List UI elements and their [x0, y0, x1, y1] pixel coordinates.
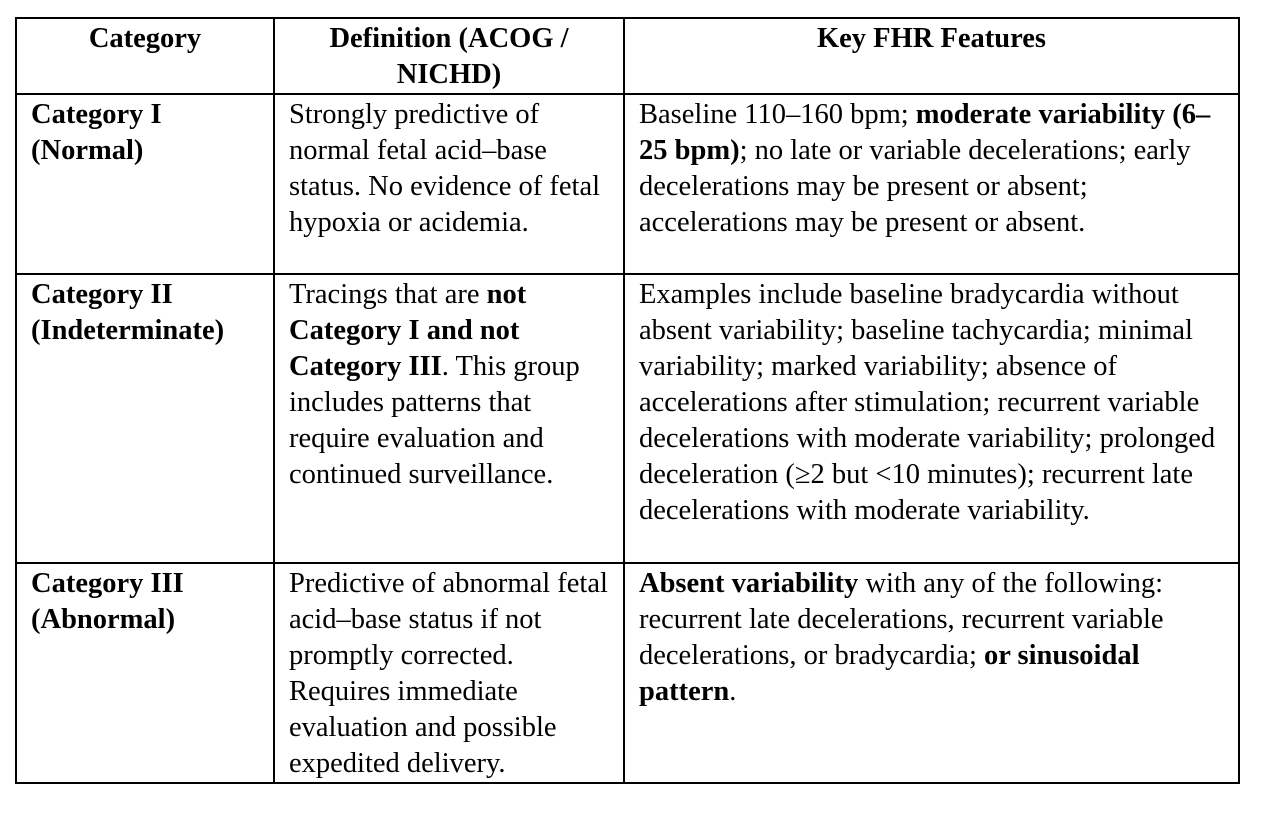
category-qualifier: (Indeterminate) [31, 315, 225, 346]
features-text: . [729, 676, 737, 707]
definition-emphasis: not Category I and not Category III [289, 279, 527, 382]
features-emphasis: or sinusoidal pattern [639, 640, 1140, 707]
definition-text: Strongly predictive of normal fetal acid–base status. No evidence of fetal hypoxia or acidemia. [289, 99, 601, 238]
definition-text: . This group includes patterns that require evaluation and continued surveillance. [289, 351, 580, 490]
header-category: Category [16, 18, 274, 94]
category-cell [16, 274, 274, 563]
features-text: ; no late or variable decelerations; early decelerations may be present or absent; accelerations may be present or absent. [639, 135, 1191, 238]
header-key-features: Key FHR Features [624, 18, 1239, 94]
fhr-category-table [15, 17, 1240, 784]
category-cell [16, 94, 274, 274]
header-row [16, 18, 1239, 94]
table-row [16, 94, 1239, 274]
features-emphasis: Absent variability [639, 568, 859, 599]
features-emphasis: moderate variability (6–25 bpm) [639, 99, 1211, 166]
features-text: Examples include baseline bradycardia without absent variability; baseline tachycardia; minimal variability; marked variability; absence of accelerations after stimulation; recurrent variable decelerations with moderate variability; prolonged deceleration (≥2 but <10 minutes); recurrent late decelerations with moderate variability. [639, 279, 1216, 526]
features-text: Baseline 110–160 bpm; [639, 99, 916, 130]
features-cell [624, 94, 1239, 274]
category-qualifier: (Normal) [31, 135, 144, 166]
features-cell [624, 563, 1239, 783]
category-name: Category I [31, 99, 162, 130]
definition-text: Tracings that are [289, 279, 487, 310]
definition-cell [274, 274, 624, 563]
category-name: Category III [31, 568, 184, 599]
header-definition: Definition (ACOG / NICHD) [274, 18, 624, 94]
definition-text: Predictive of abnormal fetal acid–base status if not promptly corrected. Requires immediate evaluation and possible expedited delivery. [289, 568, 608, 779]
table-row [16, 274, 1239, 563]
definition-cell [274, 563, 624, 783]
category-qualifier: (Abnormal) [31, 604, 176, 635]
table-row [16, 563, 1239, 783]
definition-cell [274, 94, 624, 274]
features-text: with any of the following: recurrent late decelerations, recurrent variable decelerations, or bradycardia; [639, 568, 1164, 671]
category-name: Category II [31, 279, 173, 310]
features-cell [624, 274, 1239, 563]
category-cell [16, 563, 274, 783]
